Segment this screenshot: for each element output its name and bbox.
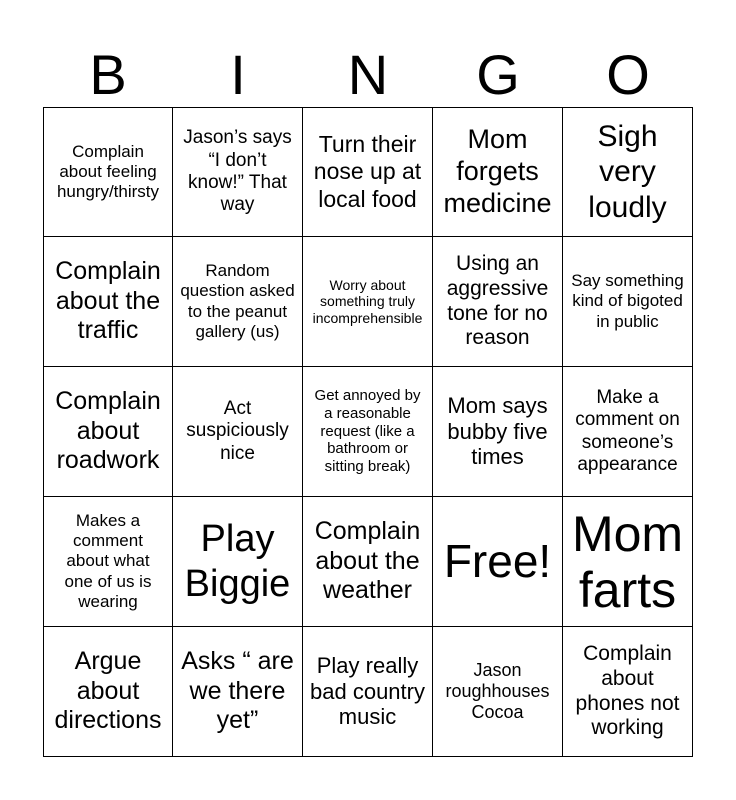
bingo-cell-r2-c0[interactable]: Complain about roadwork bbox=[43, 367, 173, 497]
bingo-cell-r4-c2[interactable]: Play really bad country music bbox=[303, 627, 433, 757]
header-letter-i: I bbox=[230, 43, 246, 106]
bingo-cell-r2-c3[interactable]: Mom says bubby five times bbox=[433, 367, 563, 497]
bingo-cell-r2-c4[interactable]: Make a comment on someone’s appearance bbox=[563, 367, 693, 497]
bingo-cell-r0-c3[interactable]: Mom forgets medicine bbox=[433, 107, 563, 237]
bingo-cell-r3-c0[interactable]: Makes a comment about what one of us is wearing bbox=[43, 497, 173, 627]
bingo-cell-r1-c3[interactable]: Using an aggressive tone for no reason bbox=[433, 237, 563, 367]
bingo-cell-r3-c3[interactable]: Free! bbox=[433, 497, 563, 627]
header-letter-o: O bbox=[606, 43, 650, 106]
header-letter-n: N bbox=[347, 43, 389, 106]
bingo-board bbox=[43, 107, 693, 757]
bingo-cell-r4-c3[interactable]: Jason roughhouses Cocoa bbox=[433, 627, 563, 757]
bingo-cell-r4-c4[interactable]: Complain about phones not working bbox=[563, 627, 693, 757]
bingo-cell-r3-c1[interactable]: Play Biggie bbox=[173, 497, 303, 627]
bingo-cell-r0-c1[interactable]: Jason’s says “I don’t know!” That way bbox=[173, 107, 303, 237]
bingo-cell-r3-c4[interactable]: Mom farts bbox=[563, 497, 693, 627]
bingo-cell-r0-c2[interactable]: Turn their nose up at local food bbox=[303, 107, 433, 237]
bingo-cell-r0-c0[interactable]: Complain about feeling hungry/thirsty bbox=[43, 107, 173, 237]
header-letter-b: B bbox=[89, 43, 127, 106]
bingo-cell-r2-c2[interactable]: Get annoyed by a reasonable request (like a bathroom or sitting break) bbox=[303, 367, 433, 497]
bingo-cell-r1-c4[interactable]: Say something kind of bigoted in public bbox=[563, 237, 693, 367]
bingo-cell-r0-c4[interactable]: Sigh very loudly bbox=[563, 107, 693, 237]
bingo-cell-r1-c0[interactable]: Complain about the traffic bbox=[43, 237, 173, 367]
bingo-cell-r3-c2[interactable]: Complain about the weather bbox=[303, 497, 433, 627]
bingo-cell-r1-c1[interactable]: Random question asked to the peanut gallery (us) bbox=[173, 237, 303, 367]
bingo-cell-r2-c1[interactable]: Act suspiciously nice bbox=[173, 367, 303, 497]
bingo-cell-r4-c1[interactable]: Asks “ are we there yet” bbox=[173, 627, 303, 757]
header-letter-g: G bbox=[476, 43, 520, 106]
bingo-cell-r1-c2[interactable]: Worry about something truly incomprehensible bbox=[303, 237, 433, 367]
bingo-header bbox=[43, 44, 693, 106]
bingo-cell-r4-c0[interactable]: Argue about directions bbox=[43, 627, 173, 757]
